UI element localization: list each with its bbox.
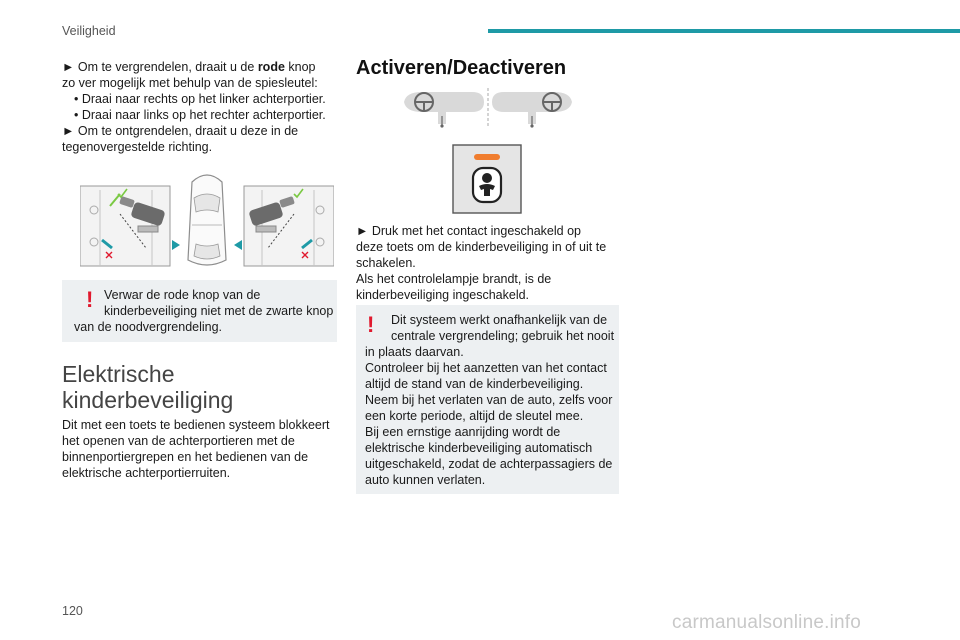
activate-heading: Activeren/Deactiveren xyxy=(356,57,567,79)
warning-line: van de noodvergrendeling. xyxy=(74,320,223,334)
warning-box-right: ! Dit systeem werkt onafhankelijk van de centrale vergrendeling; gebruik het nooit in plaats daarvan. Controleer bij het aanzetten van het contact altijd de stand van de kinderbeveiliging. Neem bij het verlaten van de auto, zelfs voor een korte periode, altijd de sleutel mee. Bij een ernstige aanrijding wordt de elektrische kinderbeveiliging automatisch uitgeschakeld, zodat de achterpassagiers de auto kunnen verlaten. xyxy=(356,305,619,494)
warning-icon: ! xyxy=(367,312,375,337)
unlock-instruction: ► Om te ontgrendelen, draait u deze in de xyxy=(62,124,299,138)
header-accent-bar xyxy=(488,29,960,33)
activate-instructions: ► Druk met het contact ingeschakeld op deze toets om de kinderbeveiliging in of uit te schakelen. Als het controlelampje brandt, is de kinderbeveiliging ingeschakeld. xyxy=(356,224,607,302)
lhd-steering-wheel-icon xyxy=(404,92,484,128)
warning-box-left xyxy=(62,280,337,342)
unlock-instruction-cont: tegenovergestelde richting. xyxy=(62,140,213,154)
section-body: Dit met een toets te bedienen systeem blokkeert het openen van de achterportieren met de binnenportiergrepen en het bedienen van de elektrische achterportierruiten. xyxy=(62,418,330,480)
section-heading: Elektrische kinderbeveiliging xyxy=(62,361,234,413)
steering-wheel-icons xyxy=(402,86,574,130)
bullet-left-door: • Draai naar rechts op het linker achterportier. xyxy=(74,92,326,106)
instruction-line-2: zo ver mogelijk met behulp van de spiesleutel: xyxy=(62,76,318,90)
warning-line: Verwar de rode knop van de xyxy=(104,288,261,302)
warning-line: kinderbeveiliging niet met de zwarte knop xyxy=(104,304,334,318)
rhd-steering-wheel-icon xyxy=(492,92,572,128)
watermark: carmanualsonline.info xyxy=(672,612,862,633)
child-lock-door-figure xyxy=(80,170,334,274)
bullet-right-door: • Draai naar links op het rechter achterportier. xyxy=(74,108,326,122)
indicator-lamp xyxy=(474,154,500,160)
page-number: 120 xyxy=(62,604,83,618)
car-top-view-icon xyxy=(188,175,226,265)
arrow-left-icon xyxy=(234,240,242,250)
child-lock-icon xyxy=(473,168,501,202)
instruction-line-1: ► Om te vergrendelen, draait u de rode knop xyxy=(62,60,316,74)
lock-instructions xyxy=(62,59,342,155)
arrow-right-icon xyxy=(172,240,180,250)
child-lock-button xyxy=(452,144,522,214)
warning-icon: ! xyxy=(86,287,94,312)
section-title: Veiligheid xyxy=(62,24,116,38)
